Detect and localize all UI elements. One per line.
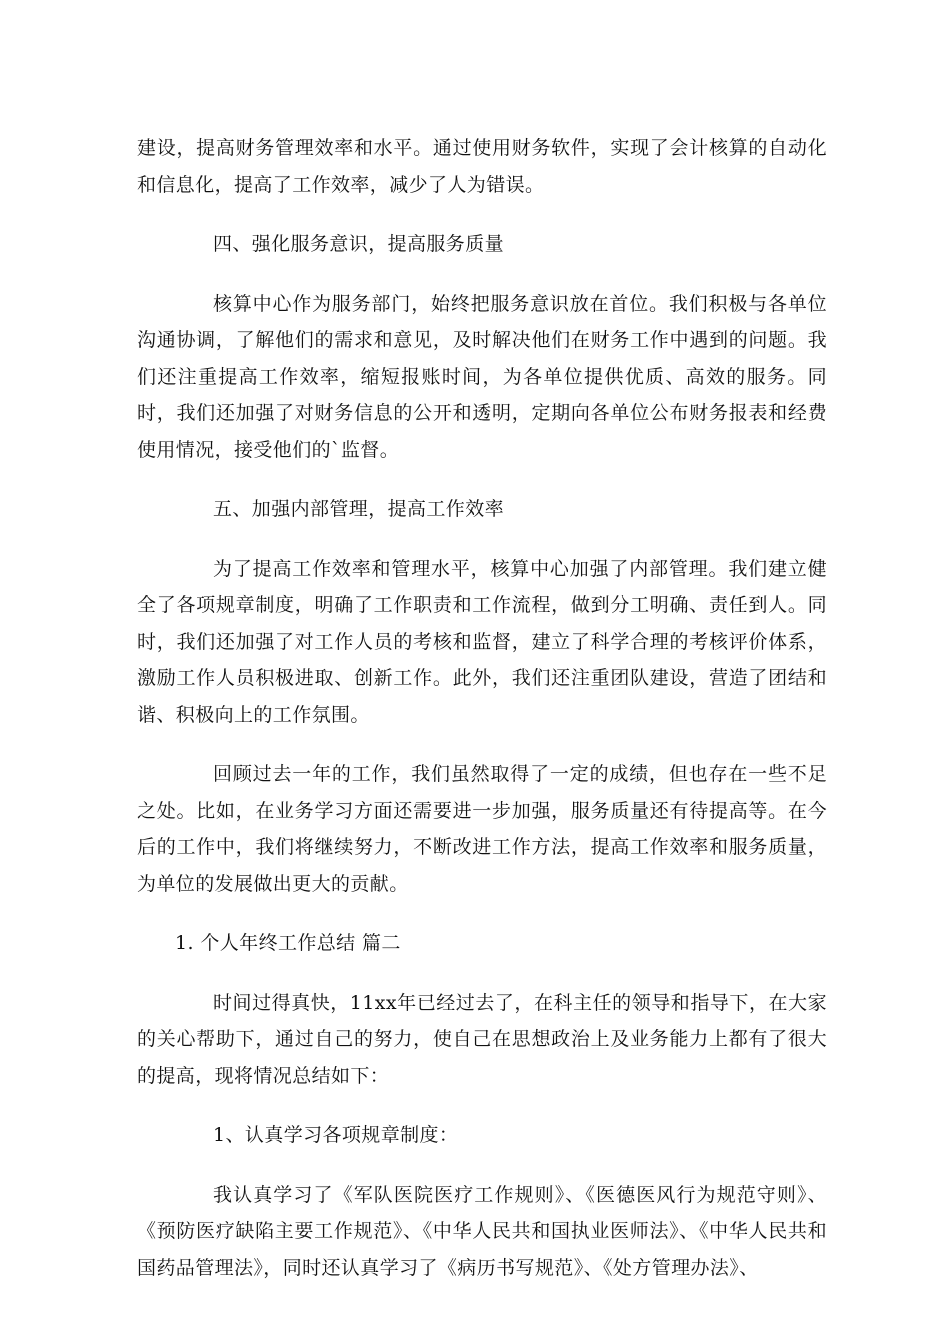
paragraph-review: 回顾过去一年的工作，我们虽然取得了一定的成绩，但也存在一些不足之处。比如，在业务学习方面还需要进一步加强，服务质量还有待提高等。在今后的工作中，我们将继续努力，不断改进工作方法，提高工作效率和服务质量，为单位的发展做出更大的贡献。: [137, 763, 827, 895]
paragraph-continuation: 建设，提高财务管理效率和水平。通过使用财务软件，实现了会计核算的自动化和信息化，提高了工作效率，减少了人为错误。: [137, 137, 827, 196]
section-heading-five: 五、加强内部管理，提高工作效率: [213, 498, 505, 520]
section-heading-four: 四、强化服务意识，提高服务质量: [213, 233, 505, 255]
article-title-part-two: 1. 个人年终工作总结 篇二: [175, 932, 401, 954]
paragraph-service: 核算中心作为服务部门，始终把服务意识放在首位。我们积极与各单位沟通协调，了解他们的需求和意见，及时解决他们在财务工作中遇到的问题。我们还注重提高工作效率，缩短报账时间，为各单位提供优质、高效的服务。同时，我们还加强了对财务信息的公开和透明，定期向各单位公布财务报表和经费使用情况，接受他们的`监督。: [137, 292, 827, 461]
paragraph-intro: 时间过得真快，11xx年已经过去了，在科主任的领导和指导下，在大家的关心帮助下，通过自己的努力，使自己在思想政治上及业务能力上都有了很大的提高，现将情况总结如下：: [137, 991, 827, 1087]
paragraph-management: 为了提高工作效率和管理水平，核算中心加强了内部管理。我们建立健全了各项规章制度，明确了工作职责和工作流程，做到分工明确、责任到人。同时，我们还加强了对工作人员的考核和监督，建立了科学合理的考核评价体系，激励工作人员积极进取、创新工作。此外，我们还注重团队建设，营造了团结和谐、积极向上的工作氛围。: [137, 557, 827, 726]
document-body: [137, 130, 827, 1286]
subheading-study-rules: 1、认真学习各项规章制度：: [213, 1124, 459, 1146]
paragraph-study: 我认真学习了《军队医院医疗工作规则》、《医德医风行为规范守则》、《预防医疗缺陷主要工作规范》、《中华人民共和国执业医师法》、《中华人民共和国药品管理法》，同时还认真学习了《病历书写规范》、《处方管理办法》、: [137, 1183, 827, 1279]
